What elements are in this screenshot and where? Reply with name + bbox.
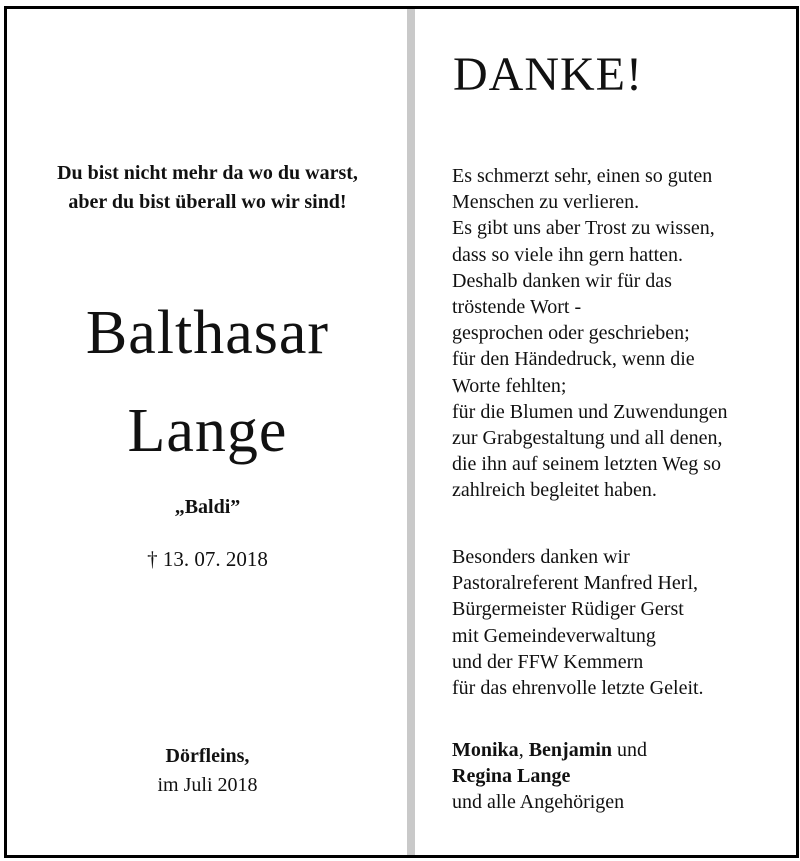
motto-line: aber du bist überall wo wir sind!	[68, 191, 347, 213]
text-line: für die Blumen und Zuwendungen	[452, 400, 728, 423]
text-line: zur Grabgestaltung und all denen,	[452, 427, 723, 450]
signature	[452, 737, 647, 815]
memorial-column	[8, 9, 407, 855]
text-line: tröstende Wort -	[452, 296, 582, 319]
death-date: † 13. 07. 2018	[147, 547, 268, 571]
first-name: Balthasar	[85, 299, 330, 367]
signer-name: Monika	[452, 739, 519, 761]
text-line: die ihn auf seinem letzten Weg so	[452, 453, 722, 476]
column-divider	[407, 9, 415, 855]
text-line: Es gibt uns aber Trost zu wissen,	[452, 217, 715, 240]
text-line: dass so viele ihn gern hatten.	[452, 243, 684, 266]
thanks-column	[452, 9, 787, 855]
last-name: Lange	[127, 397, 288, 465]
text-line: für das ehrenvolle letzte Geleit.	[452, 677, 704, 700]
text-line: Bürgermeister Rüdiger Gerst	[452, 598, 684, 621]
motto-line: Du bist nicht mehr da wo du warst,	[57, 162, 358, 184]
place-name: Dörfleins,	[165, 745, 250, 767]
signer-name: Regina Lange	[452, 765, 571, 787]
text-line: Pastoralreferent Manfred Herl,	[452, 572, 698, 595]
text-line: Worte fehlten;	[452, 374, 567, 397]
text-line: für den Händedruck, wenn die	[452, 348, 695, 371]
place-and-date	[8, 742, 407, 800]
thanks-paragraph-1	[452, 163, 728, 504]
text-line: Besonders danken wir	[452, 546, 630, 568]
text-line: gesprochen oder geschrieben;	[452, 322, 690, 345]
thanks-heading: DANKE!	[453, 48, 643, 101]
date-line: im Juli 2018	[157, 774, 258, 796]
signature-line-1	[452, 737, 647, 763]
signer-name: Benjamin	[528, 739, 613, 761]
text-line: und der FFW Kemmern	[452, 650, 644, 673]
text-line: Es schmerzt sehr, einen so guten	[452, 165, 713, 187]
signature-conjunction: und	[612, 739, 648, 761]
motto	[8, 159, 407, 217]
text-line: Deshalb danken wir für das	[452, 269, 672, 292]
nickname: „Baldi”	[174, 496, 241, 518]
text-line: mit Gemeindeverwaltung	[452, 624, 656, 647]
text-line: Menschen zu verlieren.	[452, 191, 640, 214]
thanks-paragraph-2	[452, 544, 704, 701]
signature-separator: ,	[518, 739, 529, 761]
text-line: zahlreich begleitet haben.	[452, 479, 657, 502]
relatives-line: und alle Angehörigen	[452, 791, 625, 813]
deceased-name	[8, 284, 407, 480]
